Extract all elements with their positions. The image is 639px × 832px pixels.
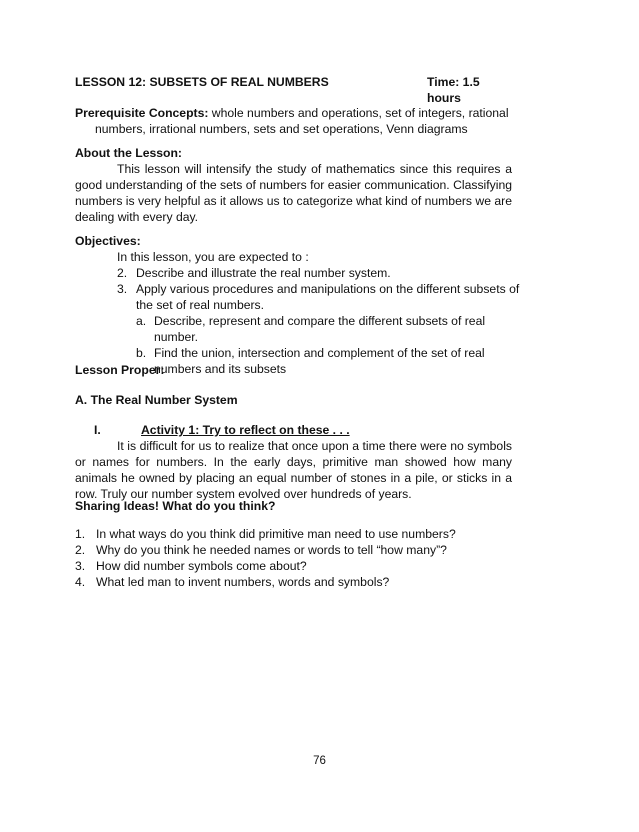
prerequisite-section (75, 105, 512, 137)
objective-number: 2. (117, 266, 128, 280)
question-number: 4. (75, 575, 86, 589)
about-section (75, 145, 512, 225)
objective-text: Describe and illustrate the real number system. (136, 266, 391, 280)
lesson-title: LESSON 12: SUBSETS OF REAL NUMBERS (75, 75, 329, 89)
about-heading: About the Lesson: (75, 146, 182, 160)
subobjective-letter: a. (136, 314, 147, 328)
prerequisite-text-line2: numbers, irrational numbers, sets and set operations, Venn diagrams (95, 122, 468, 136)
list-item (75, 558, 512, 574)
lesson-header (75, 74, 512, 105)
questions-list (75, 526, 512, 590)
objectives-heading: Objectives: (75, 234, 141, 248)
section-heading (75, 392, 512, 408)
subobjective-text-cont: numbers and its subsets (154, 362, 287, 376)
question-text: Why do you think he needed names or words to tell “how many”? (96, 543, 447, 557)
question-text: In what ways do you think did primitive man need to use numbers? (96, 527, 456, 541)
page-number: 76 (313, 755, 326, 767)
subobjective-text-cont: number. (154, 330, 199, 344)
list-item (75, 313, 512, 329)
question-text: How did number symbols come about? (96, 559, 307, 573)
list-item (75, 345, 512, 361)
question-number: 3. (75, 559, 86, 573)
objective-number: 3. (117, 282, 128, 296)
objectives-section (75, 233, 520, 377)
about-paragraph: This lesson will intensify the study of mathematics since this requires a good understanding of the sets of numbers for easier communication. Classifying numbers is very helpful as it allows us to categorize what kind of numbers we are dealing with every day. (75, 162, 512, 224)
list-item (75, 281, 520, 297)
question-number: 1. (75, 527, 86, 541)
activity-number: I. (94, 423, 101, 437)
objective-text: Apply various procedures and manipulations on the different subsets of (136, 282, 520, 296)
question-text: What led man to invent numbers, words and symbols? (96, 575, 390, 589)
sharing-heading: Sharing Ideas! What do you think? (75, 499, 276, 513)
subobjective-letter: b. (136, 346, 147, 360)
list-item (75, 574, 512, 590)
subobjective-text: Find the union, intersection and complement of the set of real (154, 346, 485, 360)
objective-text-cont: the set of real numbers. (136, 298, 265, 312)
prerequisite-text-line1: whole numbers and operations, set of integers, rational (208, 106, 509, 120)
list-item (75, 542, 512, 558)
lesson-proper-heading (75, 362, 512, 378)
subobjective-text: Describe, represent and compare the different subsets of real (154, 314, 486, 328)
lesson-proper-label: Lesson Proper: (75, 363, 165, 377)
list-item (75, 526, 512, 542)
activity-section (75, 422, 512, 502)
prerequisite-label: Prerequisite Concepts: (75, 106, 209, 120)
activity-heading (75, 422, 512, 438)
activity-title: Activity 1: Try to reflect on these . . . (141, 423, 350, 437)
question-number: 2. (75, 543, 86, 557)
activity-paragraph: It is difficult for us to realize that once upon a time there were no symbols or names for numbers. In the early days, primitive man showed how many animals he owned by placing an equal number of stones in a pile, or sticks in a row. Truly our number system evolved over hundreds of years. (75, 439, 512, 501)
lesson-time: Time: 1.5 hours (427, 75, 480, 105)
sharing-section (75, 498, 512, 514)
section-title: A. The Real Number System (75, 393, 238, 407)
list-item (75, 265, 512, 281)
objectives-intro: In this lesson, you are expected to : (117, 250, 309, 264)
